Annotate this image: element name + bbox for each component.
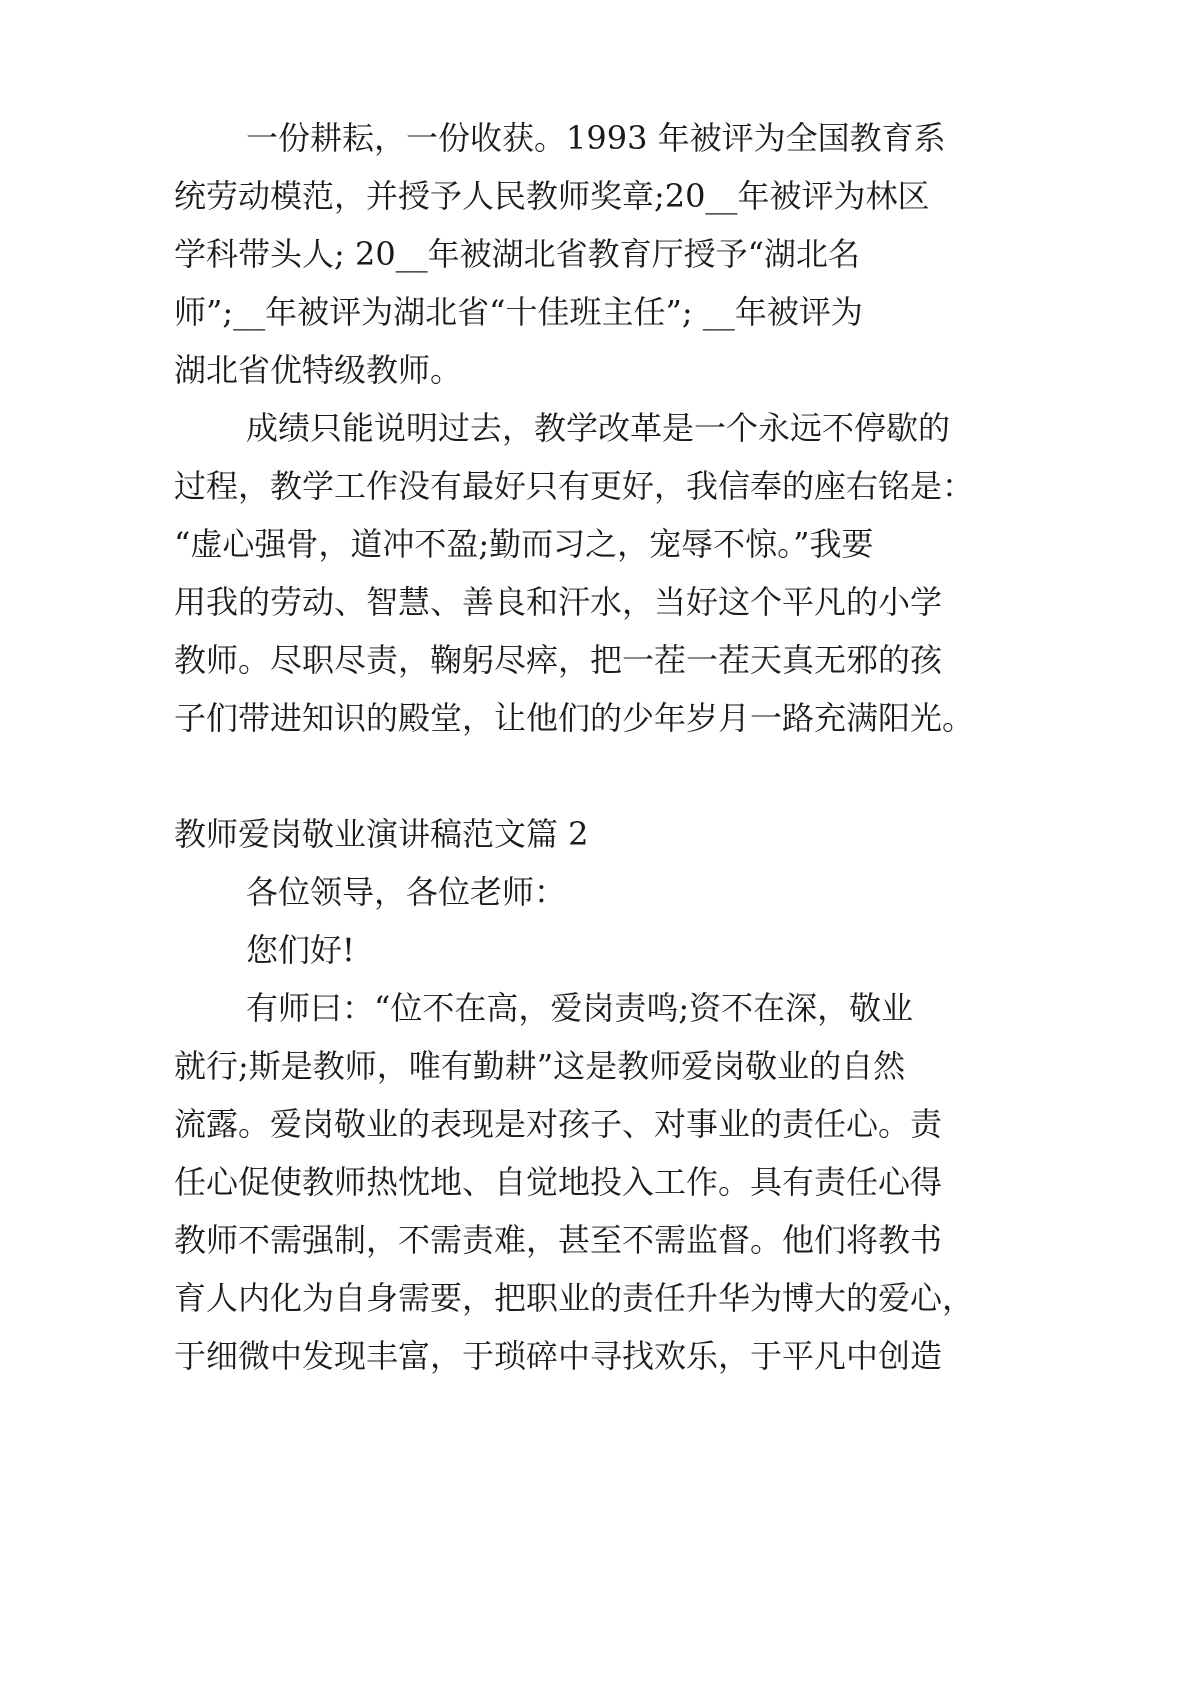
paragraph-line: “虚心强骨，道冲不盈;勤而习之，宠辱不惊。”我要 [174, 525, 874, 563]
paragraph-line: 一份耕耘，一份收获。1993 年被评为全国教育系 [246, 119, 946, 157]
paragraph-line: 有师曰：“位不在高，爱岗责鸣;资不在深，敬业 [246, 989, 914, 1027]
paragraph-line: 过程，教学工作没有最好只有更好，我信奉的座右铭是： [174, 467, 975, 505]
section-heading: 教师爱岗敬业演讲稿范文篇 2 [174, 815, 589, 853]
paragraph-line: 于细微中发现丰富，于琐碎中寻找欢乐，于平凡中创造 [174, 1337, 943, 1375]
paragraph-line: 就行;斯是教师，唯有勤耕”这是教师爱岗敬业的自然 [174, 1047, 906, 1085]
paragraph-line: 流露。爱岗敬业的表现是对孩子、对事业的责任心。责 [174, 1105, 943, 1143]
greeting: 您们好! [246, 931, 355, 969]
salutation: 各位领导，各位老师： [246, 873, 567, 911]
paragraph-line: 统劳动模范，并授予人民教师奖章;20__年被评为林区 [174, 177, 930, 215]
paragraph-line: 师”;__年被评为湖北省“十佳班主任”; __年被评为 [174, 293, 863, 331]
paragraph-line: 学科带头人; 20__年被湖北省教育厅授予“湖北名 [174, 235, 861, 273]
paragraph-line: 子们带进知识的殿堂，让他们的少年岁月一路充满阳光。 [174, 699, 975, 737]
paragraph-line: 育人内化为自身需要，把职业的责任升华为博大的爱心， [174, 1279, 975, 1317]
paragraph-line: 湖北省优特级教师。 [174, 351, 463, 389]
paragraph-line: 任心促使教师热忱地、自觉地投入工作。具有责任心得 [174, 1163, 943, 1201]
paragraph-line: 成绩只能说明过去，教学改革是一个永远不停歇的 [246, 409, 951, 447]
paragraph-line: 用我的劳动、智慧、善良和汗水，当好这个平凡的小学 [174, 583, 943, 621]
paragraph-line: 教师。尽职尽责，鞠躬尽瘁，把一茬一茬天真无邪的孩 [174, 641, 943, 679]
paragraph-line: 教师不需强制，不需责难，甚至不需监督。他们将教书 [174, 1221, 943, 1259]
